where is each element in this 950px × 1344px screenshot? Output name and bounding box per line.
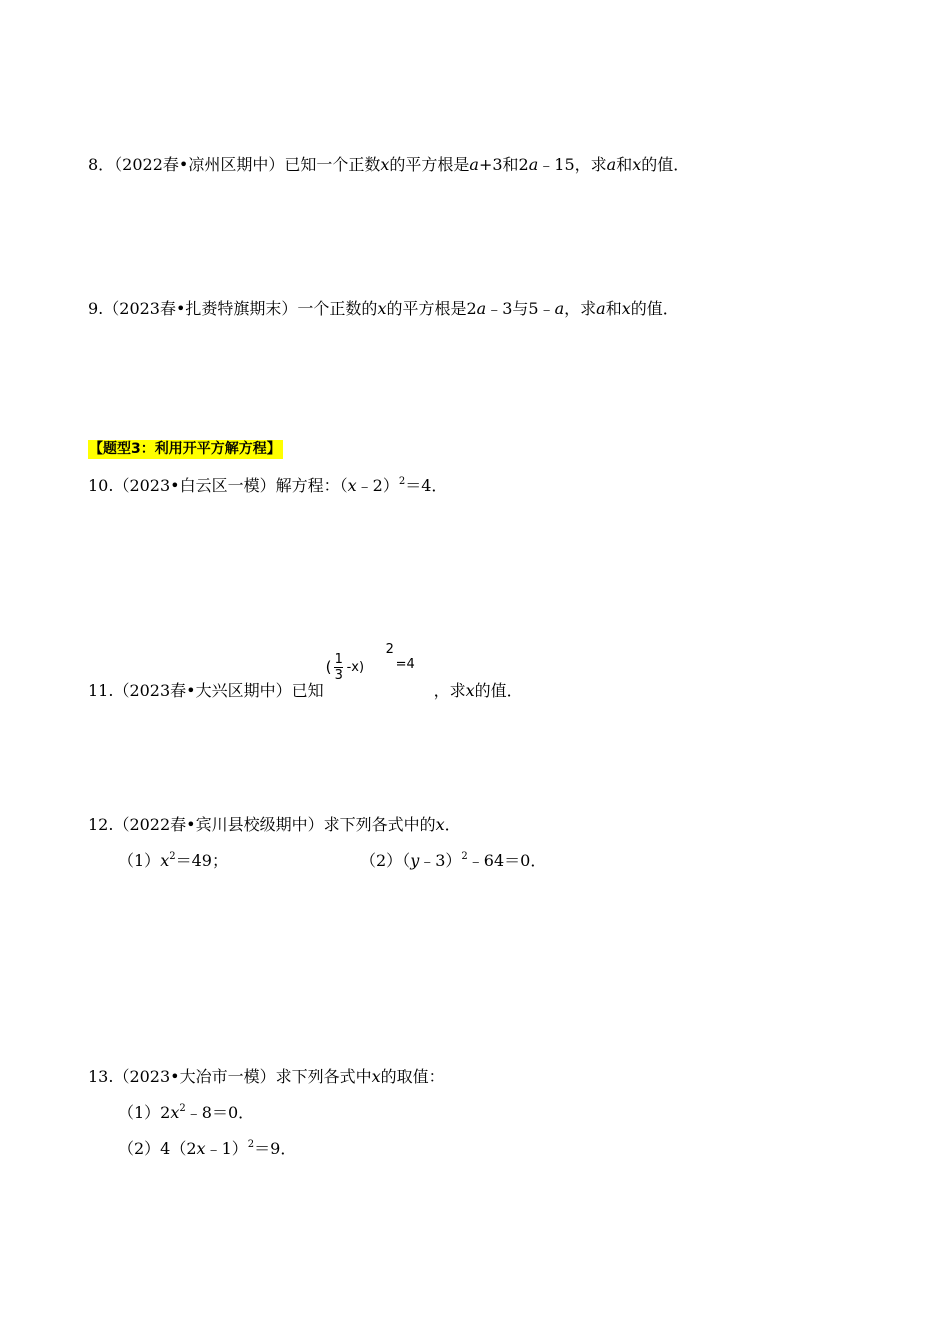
question-13: 13.（2023•大冶市一模）求下列各式中x的取值： <box>88 1067 445 1086</box>
question-13-part-2: （2）4（2x﹣1）$^2$＝9． <box>118 1139 297 1158</box>
question-12-part-2: （2）（y﹣3）$^2$﹣64＝0． <box>360 851 547 870</box>
section-heading: 【题型3：利用开平方解方程】 <box>89 441 281 457</box>
question-11: 11.（2023春•大兴区期中）已知 ( 1 3 -x) 2 =4 ，求x的值． <box>88 642 523 700</box>
question-13-part-1: $(1)2x^2﹣8=0$． <box>118 1103 255 1122</box>
question-12: 12.（2022春•宾川县校级期中）求下列各式中的x． <box>88 815 461 834</box>
math-formula-image: ( 1 3 -x) 2 =4 <box>325 642 415 683</box>
question-12-part-1: $(1)x^2=49$； <box>118 851 228 870</box>
question-8: 8．（2022春•凉州区期中）已知一个正数x的平方根是a+3和2a﹣15，求a和x的值． <box>88 155 690 174</box>
question-10: 10.（2023•白云区一模）解方程：（x﹣2）$^2$＝4． <box>88 476 448 495</box>
question-9: 9.（2023春•扎赉特旗期末）一个正数的x的平方根是2a﹣3与5﹣a，求a和x的值． <box>88 299 679 318</box>
